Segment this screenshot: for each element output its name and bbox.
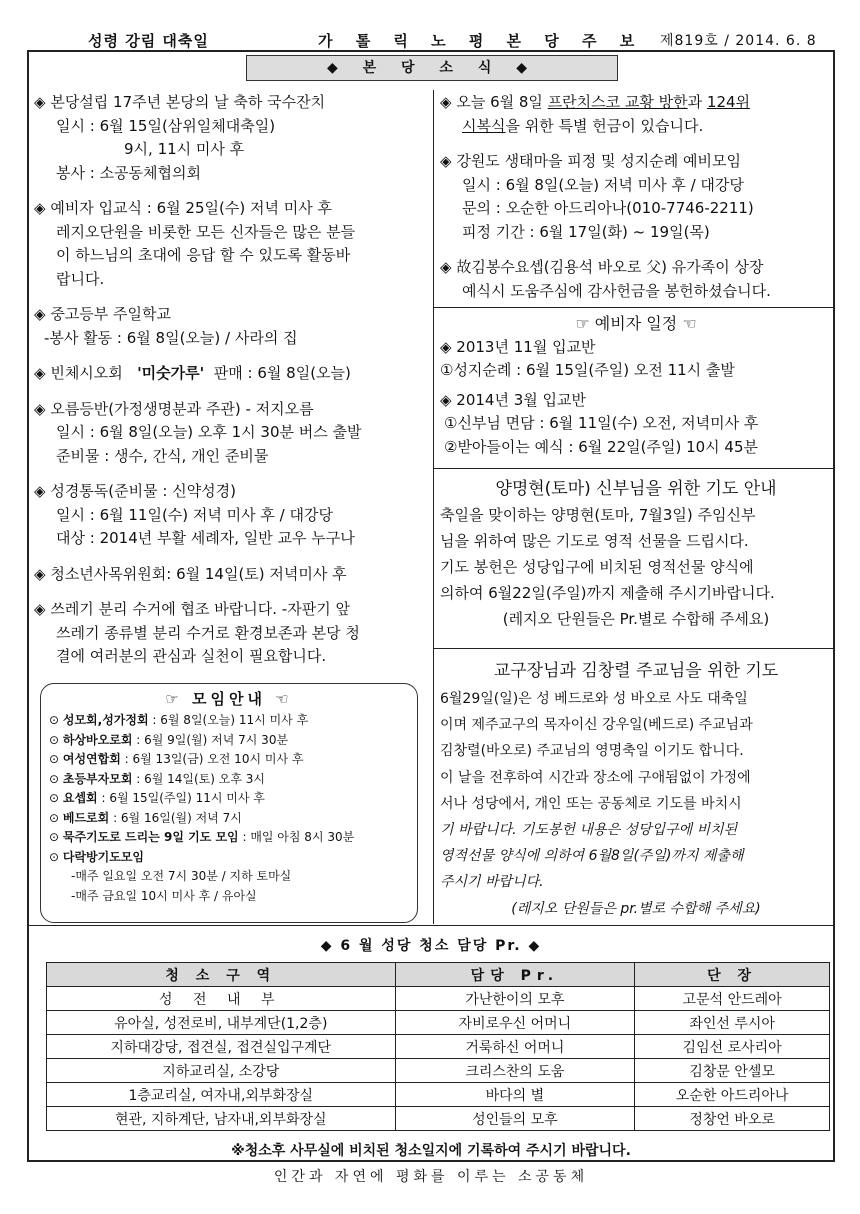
- news-item-special-collection: ◈ 오늘 6월 8일 프란치스코 교황 방한과 124위 시복식을 위한 특별 헌금이 있습니다.: [440, 93, 751, 135]
- divider: [27, 925, 835, 926]
- column-divider: [433, 90, 434, 924]
- left-news-column: [34, 91, 430, 669]
- bullet-icon: ◈: [34, 482, 46, 500]
- bullet-icon: ◈: [34, 305, 46, 323]
- news-item-recycling: ◈ 쓰레기 분리 수거에 협조 바랍니다. -자판기 앞 쓰레기 종류별 분리 수거로 환경보존과 본당 청 결에 여러분의 관심과 실천이 필요합니다.: [34, 600, 360, 665]
- meeting-row: ⊙ 하상바오로회 : 6월 9일(월) 저녁 7시 30분: [49, 732, 289, 747]
- news-item-retreat: ◈ 강원도 생태마을 피정 및 성지순례 예비모임 일시 : 6월 8일(오늘) 저녁 미사 후 / 대강당 문의 : 오순한 아드리아나(010-7746-2211) 피정 기간 : 6월 17일(화) ~ 19일(목): [440, 152, 754, 241]
- news-item-catechumen-entry: ◈ 예비자 입교식 : 6월 25일(수) 저녁 미사 후 레지오단원을 비롯한 모든 신자들은 많은 분들 이 하느님의 초대에 응답 할 수 있도록 활동바 랍니다.: [34, 199, 356, 288]
- catechumen-schedule: ☞ 예비자 일정 ☜ ◈ 2013년 11월 입교반 ①성지순례 : 6월 15일(주일) 오전 11시 출발 ◈ 2014년 3월 입교반 ①신부님 면담 : 6월 11일(수) 오전, 저녁미사 후 ②받아들이는 예식 : 6월 22일(주일) 10시 45분: [440, 312, 832, 459]
- divider: [433, 468, 834, 469]
- news-item-anniversary: ◈ 본당설립 17주년 본당의 날 축하 국수잔치 일시 : 6월 15일(삼위일체대축일) 9시, 11시 미사 후 봉사 : 소공동체협의회: [34, 93, 326, 182]
- table-row: 1층교리실, 여자내,외부화장실 바다의 별 오순한 아드리아나: [47, 1083, 830, 1107]
- bullet-icon: ◈: [34, 399, 46, 418]
- meeting-row: ⊙ 성모회,성가정회 : 6월 8일(오늘) 11시 미사 후: [49, 713, 309, 727]
- table-header-row: [47, 963, 830, 987]
- column-header: 단 장: [635, 963, 830, 987]
- cleaning-table: [46, 962, 830, 1131]
- issue-number: 제819호 / 2014. 6. 8: [660, 33, 817, 49]
- bullet-icon: ◈: [34, 600, 46, 618]
- bullet-icon: ◈: [34, 364, 46, 382]
- divider: [433, 648, 834, 649]
- prayer-notice-title: 교구장님과 김창렬 주교님을 위한 기도: [493, 661, 779, 681]
- cleaning-note: ※청소후 사무실에 비치된 청소일지에 기록하여 주시기 바랍니다.: [231, 1143, 631, 1159]
- meeting-row: ⊙ 베드로회 : 6월 16일(월) 저녁 7시: [49, 810, 242, 825]
- meetings-title: ☞ 모임안내 ☜: [165, 690, 293, 708]
- bullet-icon: ◈: [440, 258, 452, 276]
- table-row: 성 전 내 부 가난한이의 모후 고문석 안드레아: [47, 987, 830, 1011]
- cleaning-title: ◆ 6 월 성당 청소 담당 Pr. ◆: [320, 938, 542, 954]
- bullet-icon: ◈: [34, 93, 46, 111]
- table-row: 지하교리실, 소강당 크리스찬의 도움 김창문 안셀모: [47, 1059, 830, 1083]
- news-item-vincent-sale: ◈ 빈체시오회 '미숫가루' 판매 : 6월 8일(오늘): [34, 364, 351, 382]
- meeting-row: ⊙ 요셉회 : 6월 15일(주일) 11시 미사 후: [49, 791, 265, 805]
- meeting-row: ⊙ 초등부자모회 : 6월 14일(토) 오후 3시: [49, 771, 266, 786]
- table-row: 지하대강당, 접견실, 접견실입구계단 거룩하신 어머니 김임선 로사리아: [47, 1035, 830, 1059]
- news-item-youth-school: ◈ 중고등부 주일학교 -봉사 활동 : 6월 8일(오늘) / 사라의 집: [34, 305, 298, 347]
- prayer-notice-pastor: 양명현(토마) 신부님을 위한 기도 안내 축일을 맞이하는 양명현(토마, 7월3일) 주임신부 님을 위하여 많은 기도로 영적 선물을 드립시다. 기도 봉헌은 성당입구에 비치된 영적선물 양식에 의하여 6월22일(주일)까지 제출해 주시기바랍니다. (레지오 단원들은 Pr.별로 수합해 주세요): [440, 476, 832, 632]
- news-section-title: ◆ 본 당 소 식 ◆: [246, 55, 618, 81]
- right-news-column: [440, 91, 832, 303]
- meeting-row: ⊙ 여성연합회 : 6월 13일(금) 오전 10시 미사 후: [49, 752, 304, 766]
- bullet-icon: ◈: [34, 564, 46, 583]
- meeting-row: ⊙ 묵주기도로 드리는 9일 기도 모임 : 매일 아침 8시 30분: [49, 830, 355, 844]
- footer-slogan: 인간과 자연에 평화를 이루는 소공동체: [273, 1169, 589, 1185]
- news-item-youth-committee: ◈ 청소년사목위원회: 6월 14일(토) 저녁미사 후: [34, 564, 347, 583]
- news-item-thanks-offering: ◈ 故김봉수요셉(김용석 바오로 父) 유가족이 상장 예식시 도움주심에 감사헌금을 봉헌하셨습니다.: [440, 258, 771, 300]
- prayer-notice-title: 양명현(토마) 신부님을 위한 기도 안내: [495, 479, 777, 499]
- news-item-bible-reading: ◈ 성경통독(준비물 : 신약성경) 일시 : 6월 11일(수) 저녁 미사 후 / 대강당 대상 : 2014년 부활 세례자, 일반 교우 누구나: [34, 482, 355, 547]
- news-item-hiking: ◈ 오름등반(가정생명분과 주관) - 저지오름 일시 : 6월 8일(오늘) 오후 1시 30분 버스 출발 준비물 : 생수, 간식, 개인 준비물: [34, 399, 362, 465]
- table-row: 현관, 지하계단, 남자내,외부화장실 성인들의 모후 정창언 바오로: [47, 1107, 830, 1131]
- meeting-subrow: -매주 금요일 10시 미사 후 / 유아실: [71, 888, 257, 903]
- bulletin-title: 가 톨 릭 노 평 본 당 주 보: [318, 32, 644, 50]
- bullet-icon: ◈: [34, 199, 46, 217]
- meetings-box: [40, 683, 418, 923]
- bullet-icon: ◈: [440, 152, 452, 170]
- column-header: 담당 Pr.: [395, 963, 635, 987]
- prayer-notice-bishops: 교구장님과 김창렬 주교님을 위한 기도 6월29일(일)은 성 베드로와 성 바오로 사도 대축일 이며 제주교구의 목자이신 강우일(베드로) 주교님과 김창렬(바오로) 주교님의 영명축일 이기도 합니다. 이 날을 전후하여 시간과 장소에 구애됨없이 가정에 서나 성당에서, 개인 또는 공동체로 기도를 바치시 기 바랍니다. 기도봉헌 내용은 성당입구에 비치된 영적선물 양식에 의하여 6월8일(주일)까지 제출해 주시기 바랍니다. (레지오 단원들은 pr.별로 수합해 주세요): [440, 656, 832, 922]
- meeting-subrow: -매주 일요일 오전 7시 30분 / 지하 토마실: [71, 869, 292, 883]
- catechumen-title: ☞ 예비자 일정 ☜: [575, 314, 697, 333]
- meeting-row: ⊙ 다락방기도모임: [49, 849, 145, 864]
- divider: [433, 307, 834, 308]
- bullet-icon: ◈: [440, 93, 452, 111]
- column-header: 청 소 구 역: [47, 963, 396, 987]
- liturgical-day: 성령 강림 대축일: [88, 32, 209, 50]
- table-row: 유아실, 성전로비, 내부계단(1,2층) 자비로우신 어머니 좌인선 루시아: [47, 1011, 830, 1035]
